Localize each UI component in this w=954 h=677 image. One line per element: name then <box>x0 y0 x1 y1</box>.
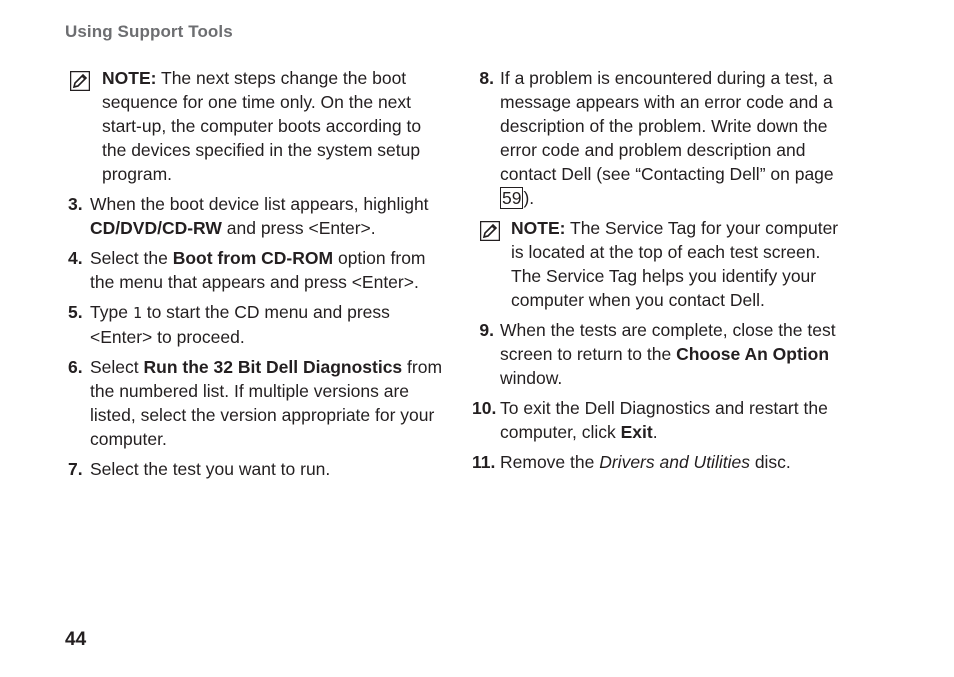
step-5 <box>68 300 446 349</box>
step-italic-text: Drivers and Utilities <box>599 452 750 472</box>
step-number: 4. <box>68 248 83 268</box>
step-number: 6. <box>68 357 83 377</box>
step-text: from the numbered list. If multiple versions are listed, select the version appropriate for your computer. <box>90 357 443 449</box>
step-8 <box>472 66 852 210</box>
step-bold-text: CD/DVD/CD-RW <box>90 218 222 238</box>
step-text: Select the <box>90 248 173 268</box>
page-link[interactable]: 59 <box>502 188 522 208</box>
left-column <box>68 66 446 487</box>
step-9 <box>472 318 852 390</box>
step-number: 3. <box>68 194 83 214</box>
step-11 <box>472 450 852 474</box>
step-text: To exit the Dell Diagnostics and restart the computer, click <box>500 398 828 442</box>
note-text: The Service Tag for your computer is located at the top of each test screen. The Service Tag helps you identify your computer when you contact Dell. <box>511 218 839 310</box>
step-number: 8. <box>479 68 494 88</box>
step-text: When the tests are complete, close the test screen to return to the <box>500 320 836 364</box>
pencil-note-icon <box>70 71 90 91</box>
step-bold-text: Exit <box>620 422 653 442</box>
step-bold-text: Run the 32 Bit Dell Diagnostics <box>143 357 403 377</box>
step-text: window. <box>500 368 563 388</box>
step-number: 10. <box>472 398 497 418</box>
note-service-tag <box>472 216 852 312</box>
step-bold-text: Choose An Option <box>676 344 830 364</box>
pencil-note-icon <box>480 221 500 241</box>
step-6 <box>68 355 446 451</box>
step-bold-text: Boot from CD-ROM <box>172 248 334 268</box>
step-number: 7. <box>68 459 83 479</box>
note-text: The next steps change the boot sequence for one time only. On the next start-up, the computer boots according to the devices specified in the system setup program. <box>102 68 422 184</box>
step-4 <box>68 246 446 294</box>
step-text: ). <box>523 188 535 208</box>
step-10 <box>472 396 852 444</box>
step-text: Select <box>90 357 144 377</box>
step-text: option from the menu that appears and press <Enter>. <box>90 248 426 292</box>
step-text: Remove the <box>500 452 600 472</box>
right-column <box>472 66 852 480</box>
step-number: 5. <box>68 302 83 322</box>
step-text: to start the CD menu and press <Enter> to proceed. <box>90 302 390 347</box>
note-label: NOTE: <box>102 68 157 88</box>
step-text: and press <Enter>. <box>221 218 376 238</box>
step-number: 11. <box>472 452 496 472</box>
step-text: Type <box>90 302 133 322</box>
note-boot-sequence <box>68 66 446 186</box>
step-7 <box>68 457 446 481</box>
page-number: 44 <box>65 629 87 650</box>
step-text: When the boot device list appears, highlight <box>90 194 429 214</box>
page-header: Using Support Tools <box>65 22 233 41</box>
step-text: If a problem is encountered during a test, a message appears with an error code and a description of the problem. Write down the error code and problem description and contact Dell (see “Contacting Dell” on page <box>500 68 834 184</box>
step-text: Select the test you want to run. <box>90 459 331 479</box>
step-code-text: 1 <box>132 304 142 322</box>
note-label: NOTE: <box>511 218 566 238</box>
step-number: 9. <box>479 320 494 340</box>
step-text: disc. <box>749 452 791 472</box>
step-3 <box>68 192 446 240</box>
step-text: . <box>652 422 658 442</box>
